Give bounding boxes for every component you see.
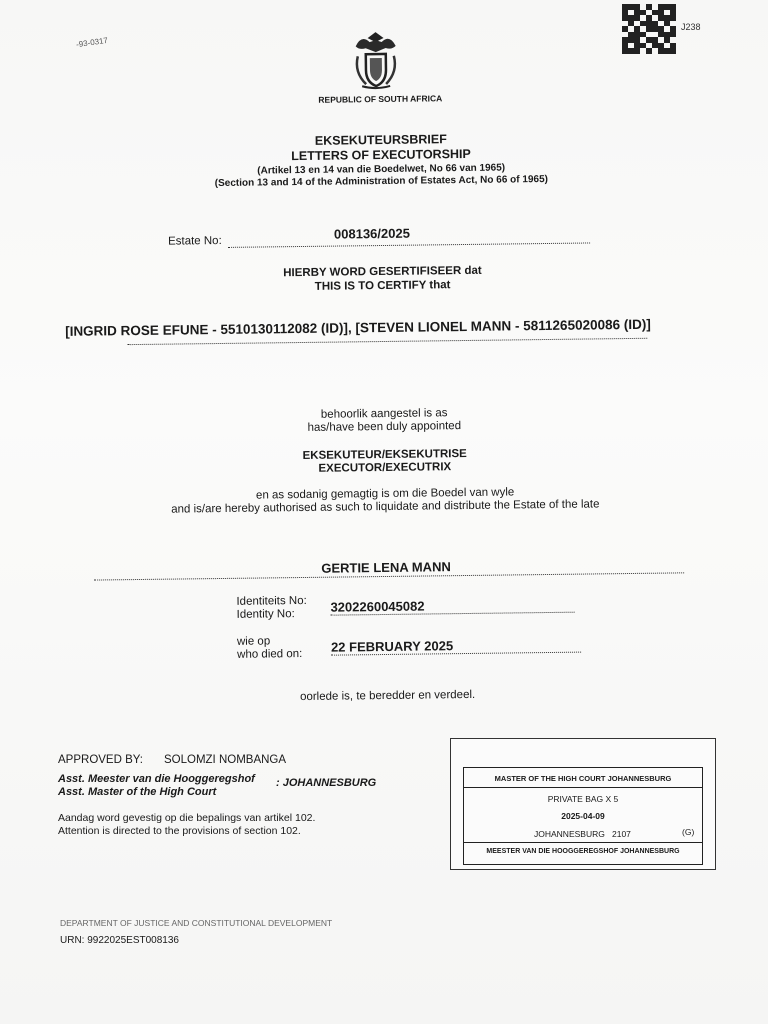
- department-name: DEPARTMENT OF JUSTICE AND CONSTITUTIONAL DEVELOPMENT: [60, 918, 333, 928]
- stamp-inner-box: [463, 767, 703, 865]
- approver-title-afrikaans: Asst. Meester van die Hooggeregshof: [58, 773, 255, 785]
- appointed-afrikaans: behoorlik aangestel is as: [320, 407, 448, 421]
- died-label-english: who died on:: [237, 648, 303, 661]
- notice-afrikaans: Aandag word gevestig op die bepalings van artikel 102.: [58, 812, 316, 824]
- stamp-date: 2025-04-09: [561, 811, 605, 821]
- stamp-divider-bottom: [464, 842, 702, 843]
- role-afrikaans: EKSEKUTEUR/EKSEKUTRISE: [302, 447, 467, 462]
- title-afrikaans: EKSEKUTEURSBRIEF: [314, 132, 447, 148]
- title-english: LETTERS OF EXECUTORSHIP: [291, 146, 471, 164]
- stamp-divider-top: [464, 787, 702, 788]
- died-label-afrikaans: wie op: [236, 635, 271, 648]
- estate-number-label: Estate No:: [167, 234, 222, 248]
- identity-label-english: Identity No:: [236, 608, 295, 621]
- approver-location: : JOHANNESBURG: [276, 777, 377, 789]
- certify-afrikaans: HIERBY WORD GESERTIFISEER dat: [283, 264, 482, 280]
- approver-title-english: Asst. Master of the High Court: [58, 786, 217, 798]
- certify-english: THIS IS TO CERTIFY that: [314, 279, 451, 293]
- stamp-mark: (G): [682, 827, 695, 837]
- deceased-name: GERTIE LENA MANN: [321, 559, 451, 576]
- notice-english: Attention is directed to the provisions of section 102.: [58, 825, 301, 837]
- identity-number: 3202260045082: [330, 598, 425, 615]
- authorised-afrikaans: en as sodanig gemagtig is om die Boedel van wyle: [255, 486, 515, 502]
- approved-by-label: APPROVED BY:: [58, 754, 144, 766]
- stamp-city: JOHANNESBURG: [534, 829, 605, 839]
- authorised-english: and is/are hereby authorised as such to liquidate and distribute the Estate of the late: [171, 498, 600, 516]
- coat-of-arms-icon: [347, 28, 404, 91]
- role-english: EXECUTOR/EXECUTRIX: [318, 461, 452, 475]
- identity-label-afrikaans: Identiteits No:: [236, 594, 307, 608]
- estate-number-dotted-line: [228, 242, 590, 247]
- master-office-stamp: [450, 738, 716, 870]
- stamp-postal-code: 2107: [612, 829, 631, 839]
- urn-number: URN: 9922025EST008136: [60, 935, 179, 946]
- qr-code-label: J238: [681, 22, 701, 32]
- executors-names: [INGRID ROSE EFUNE - 5510130112082 (ID)], [STEVEN LIONEL MANN - 5811265020086 (ID)]: [65, 316, 651, 339]
- approver-name: SOLOMZI NOMBANGA: [164, 754, 287, 766]
- act-reference-afrikaans: (Artikel 13 en 14 van die Boedelwet, No 66 van 1965): [257, 162, 506, 177]
- corner-reference: -93-0317: [75, 35, 109, 50]
- date-of-death: 22 FEBRUARY 2025: [330, 638, 454, 655]
- stamp-private-bag: PRIVATE BAG X 5: [547, 794, 619, 804]
- estate-number-value: 008136/2025: [333, 225, 410, 242]
- appointed-english: has/have been duly appointed: [307, 420, 462, 434]
- act-reference-english: (Section 13 and 14 of the Administration of Estates Act, No 66 of 1965): [214, 173, 548, 190]
- country-name: REPUBLIC OF SOUTH AFRICA: [318, 93, 443, 105]
- stamp-bottom-text: MEESTER VAN DIE HOOGGEREGSHOF JOHANNESBURG: [486, 848, 680, 855]
- closing-text: oorlede is, te beredder en verdeel.: [299, 688, 476, 704]
- stamp-top-text: MASTER OF THE HIGH COURT JOHANNESBURG: [494, 774, 672, 783]
- executors-dotted-line: [127, 338, 647, 345]
